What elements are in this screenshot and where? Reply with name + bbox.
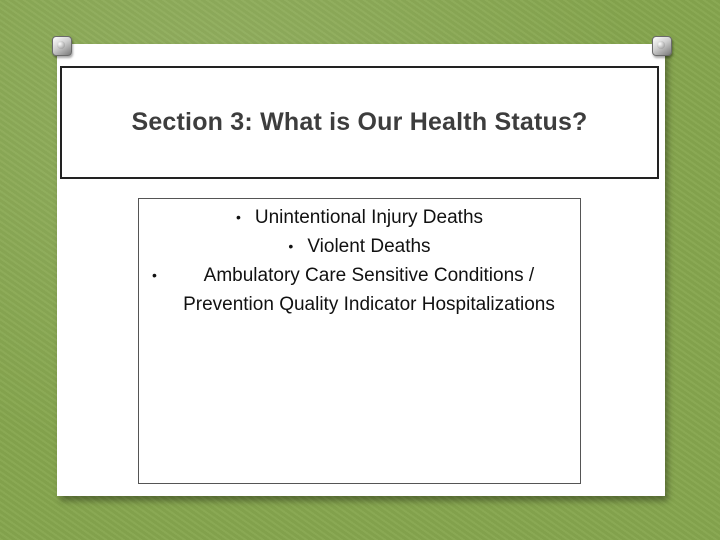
bullet-text: Violent Deaths (307, 236, 431, 257)
bullet-item (147, 203, 572, 232)
bullet-list (139, 199, 580, 319)
bullet-marker: • (152, 267, 157, 283)
bullet-text: Ambulatory Care Sensitive Conditions / Prevention Quality Indicator Hospitalizations (183, 265, 555, 315)
content-box (138, 198, 581, 484)
pushpin-icon (52, 36, 72, 56)
slide-title: Section 3: What is Our Health Status? (131, 108, 588, 136)
bullet-marker: • (288, 238, 294, 254)
bullet-text: Unintentional Injury Deaths (254, 207, 484, 228)
title-box (60, 66, 659, 179)
bullet-item (147, 261, 572, 319)
pushpin-icon (652, 36, 672, 56)
bullet-marker: • (235, 209, 241, 225)
bullet-item (147, 232, 572, 261)
